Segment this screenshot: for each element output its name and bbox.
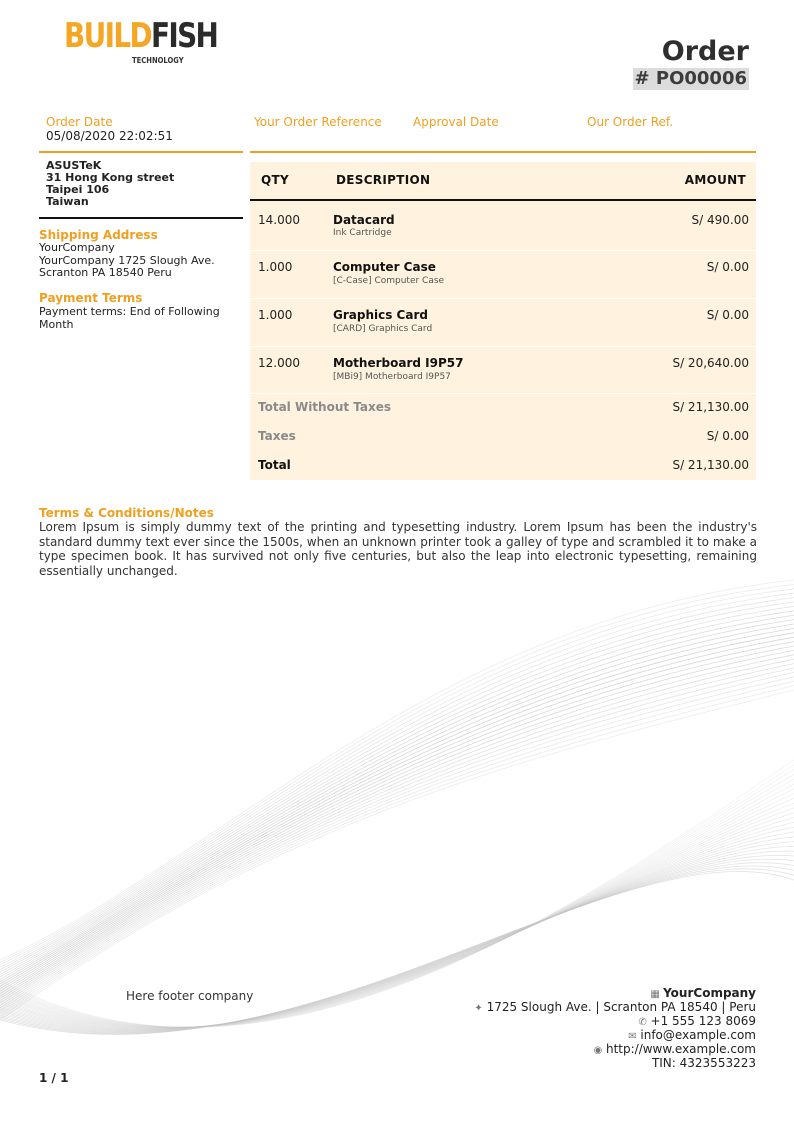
- untaxed-total-value: S/ 21,130.00: [672, 400, 749, 414]
- footer-address: ✦ 1725 Slough Ave. | Scranton PA 18540 | Peru: [474, 1000, 756, 1014]
- order-date-value: 05/08/2020 22:02:51: [46, 129, 173, 143]
- wave-line: [0, 620, 794, 982]
- order-number: # PO00006: [634, 68, 747, 89]
- row-divider: [250, 346, 756, 347]
- wave-line: [0, 589, 794, 965]
- line-product-description: Ink Cartridge: [333, 228, 392, 238]
- column-header-qty: QTY: [261, 173, 289, 187]
- wave-line: [0, 611, 794, 977]
- line-product-name: Graphics Card: [333, 308, 428, 322]
- line-product-name: Computer Case: [333, 260, 436, 274]
- line-product-name: Datacard: [333, 213, 395, 227]
- wave-line: [0, 650, 794, 998]
- payment-terms: Payment terms: End of Following Month: [39, 305, 220, 331]
- footer-company-note: Here footer company: [126, 989, 254, 1003]
- grand-total-label: Total: [258, 458, 291, 472]
- order-date-label: Order Date: [46, 115, 113, 129]
- footer-phone: ✆ +1 555 123 8069: [638, 1014, 756, 1028]
- terms-notes-title: Terms & Conditions/Notes: [39, 506, 214, 520]
- wave-line: [0, 646, 794, 996]
- wave-line: [0, 637, 794, 991]
- row-divider: [250, 393, 756, 394]
- vendor-name: ASUSTeK: [46, 159, 102, 172]
- vendor-address: [46, 160, 174, 208]
- line-qty: 1.000: [258, 308, 293, 322]
- your-order-reference-label: Your Order Reference: [254, 115, 382, 129]
- row-divider: [250, 298, 756, 299]
- row-divider: [250, 250, 756, 251]
- wave-line: [0, 668, 794, 1008]
- footer-company-name: ▦ YourCompany: [650, 986, 756, 1000]
- line-product-description: [CARD] Graphics Card: [333, 324, 433, 334]
- payment-terms-title: Payment Terms: [39, 291, 143, 305]
- shipping-address: YourCompany YourCompany 1725 Slough Ave. Scranton PA 18540 Peru: [39, 241, 215, 279]
- line-product-name: Motherboard I9P57: [333, 356, 464, 370]
- left-divider-orange: [39, 151, 243, 153]
- line-qty: 14.000: [258, 213, 300, 227]
- terms-notes-text: Lorem Ipsum is simply dummy text of the printing and typesetting industry. Lorem Ipsum has been the industry's standard dummy text ever since the 1500s, when an unknown printer took a galley of type and scrambled it to make a type specimen book. It has survived not only five centuries, but also the leap into electronic typesetting, remaining essentially unchanged.: [39, 520, 757, 578]
- order-lines-table: [250, 162, 756, 480]
- vendor-city: Taipei 106: [46, 183, 110, 196]
- untaxed-total-label: Total Without Taxes: [258, 400, 392, 414]
- shipping-address-title: Shipping Address: [39, 228, 158, 242]
- grand-total-value: S/ 21,130.00: [672, 458, 749, 472]
- vendor-country: Taiwan: [46, 195, 89, 208]
- globe-icon: ◉: [593, 1045, 603, 1056]
- line-amount: S/ 490.00: [691, 213, 749, 227]
- wave-line: [0, 642, 794, 994]
- line-product-description: [C-Case] Computer Case: [333, 276, 445, 286]
- line-amount: S/ 0.00: [706, 260, 749, 274]
- right-divider-orange: [250, 151, 756, 153]
- taxes-label: Taxes: [258, 429, 296, 443]
- building-icon: ▦: [650, 989, 660, 1000]
- footer-email: ✉ info@example.com: [628, 1028, 756, 1042]
- line-qty: 12.000: [258, 356, 300, 370]
- pin-icon: ✦: [474, 1003, 483, 1014]
- taxes-value: S/ 0.00: [706, 429, 749, 443]
- column-header-description: DESCRIPTION: [336, 173, 431, 187]
- document-title: Order: [661, 36, 749, 67]
- approval-date-label: Approval Date: [413, 115, 499, 129]
- column-header-amount: AMOUNT: [684, 173, 746, 187]
- footer-website: ◉ http://www.example.com: [593, 1042, 756, 1056]
- line-amount: S/ 20,640.00: [672, 356, 749, 370]
- table-header-divider: [250, 199, 756, 201]
- envelope-icon: ✉: [628, 1031, 637, 1042]
- wave-line: [0, 655, 794, 1001]
- wave-line: [0, 580, 794, 960]
- phone-icon: ✆: [638, 1017, 647, 1028]
- page-number: 1 / 1: [39, 1071, 69, 1085]
- line-amount: S/ 0.00: [706, 308, 749, 322]
- vendor-divider: [39, 217, 243, 219]
- footer-tin: TIN: 4323553223: [651, 1056, 756, 1070]
- company-logo: BUILDFISH TECHNOLOGY: [64, 16, 218, 65]
- line-product-description: [MBi9] Motherboard I9P57: [333, 372, 451, 382]
- our-order-ref-label: Our Order Ref.: [587, 115, 674, 129]
- vendor-street: 31 Hong Kong street: [46, 171, 175, 184]
- line-qty: 1.000: [258, 260, 293, 274]
